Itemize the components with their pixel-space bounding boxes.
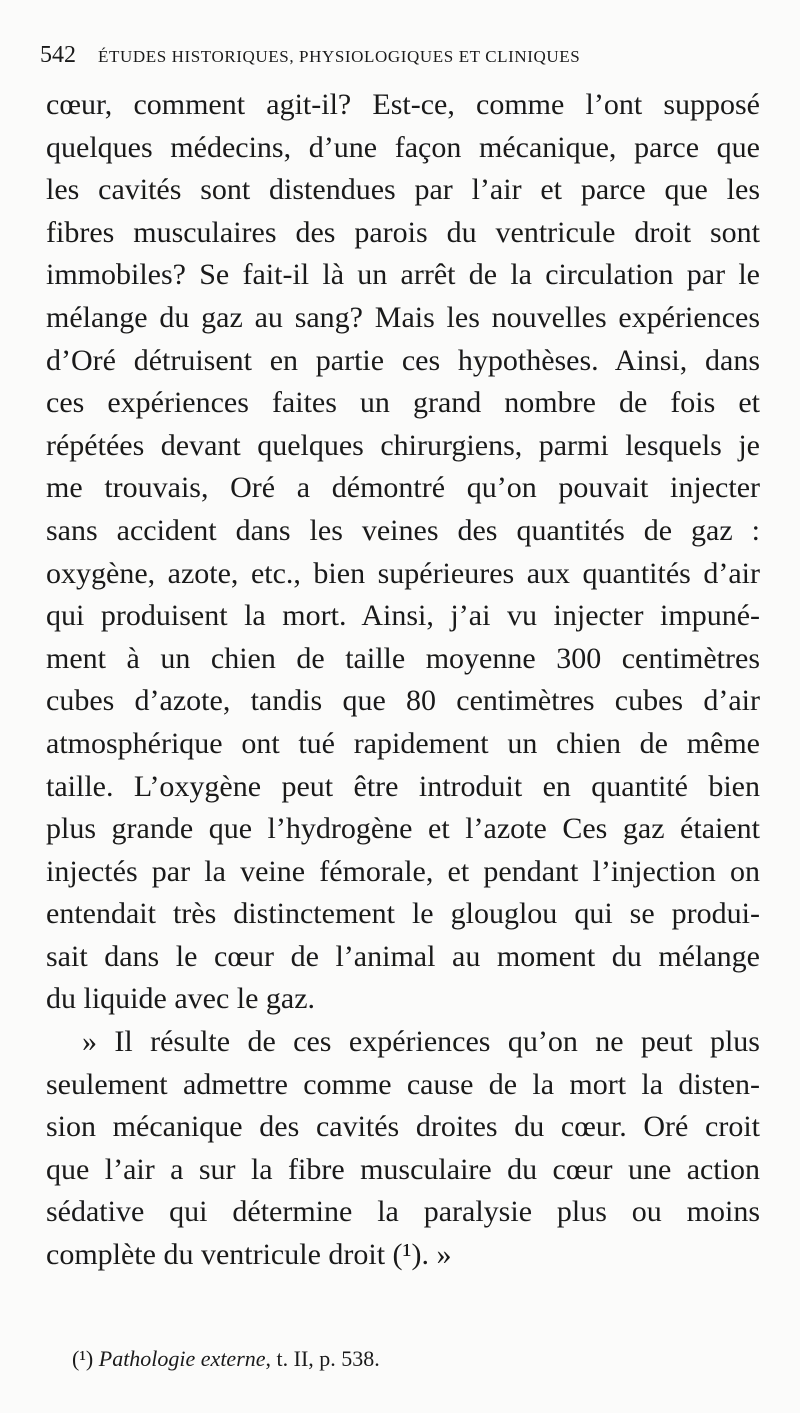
text-line: sédative qui détermine la paralysie plus ou moins [46, 1195, 760, 1229]
page-header [40, 42, 760, 76]
text-line: mélange du gaz au sang? Mais les nouvelles expériences [46, 300, 760, 334]
text-line: cœur, comment agit-il? Est-ce, comme l’ont supposé [46, 88, 760, 121]
text-line: injectés par la veine fémorale, et pendant l’injection on [46, 854, 760, 888]
page-number: 542 [40, 42, 76, 68]
text-line: cubes d’azote, tandis que 80 centimètres cubes d’air [46, 684, 760, 718]
text-line: taille. L’oxygène peut être introduit en quantité bien [46, 769, 760, 803]
text-line: oxygène, azote, etc., bien supérieures aux quantités d’air [46, 556, 760, 590]
text-line: ment à un chien de taille moyenne 300 centimètres [46, 641, 760, 675]
text-line: seulement admettre comme cause de la mort la disten- [46, 1067, 760, 1101]
footnote-title: Pathologie externe [98, 1346, 266, 1371]
text-line: » Il résulte de ces expériences qu’on ne peut plus [82, 1025, 760, 1059]
text-line: plus grande que l’hydrogène et l’azote Ces gaz étaient [46, 812, 760, 846]
text-line: les cavités sont distendues par l’air et parce que les [46, 173, 760, 207]
text-line: que l’air a sur la fibre musculaire du cœur une action [46, 1152, 760, 1186]
text-line: sion mécanique des cavités droites du cœur. Oré croit [46, 1110, 760, 1144]
text-line: quelques médecins, d’une façon mécanique, parce que [46, 130, 760, 164]
text-line: qui produisent la mort. Ainsi, j’ai vu injecter impuné- [46, 599, 760, 633]
text-line: atmosphérique ont tué rapidement un chien de même [46, 726, 760, 760]
text-line: complète du ventricule droit (¹). » [46, 1238, 452, 1272]
footnote-marker: (¹) [72, 1346, 94, 1371]
text-line: sait dans le cœur de l’animal au moment du mélange [46, 939, 760, 973]
running-head: ÉTUDES HISTORIQUES, PHYSIOLOGIQUES ET CLINIQUES [98, 47, 581, 66]
footnote-reference: , t. II, p. 538. [265, 1346, 380, 1371]
text-line: immobiles? Se fait-il là un arrêt de la circulation par le [46, 258, 760, 292]
text-line: fibres musculaires des parois du ventricule droit sont [46, 215, 760, 249]
text-line: du liquide avec le gaz. [46, 982, 316, 1016]
text-line: me trouvais, Oré a démontré qu’on pouvait injecter [46, 471, 760, 505]
footnote [72, 1346, 380, 1372]
text-line: entendait très distinctement le glouglou qui se produi- [46, 897, 760, 931]
body-text [46, 84, 760, 1277]
text-line: ces expériences faites un grand nombre de fois et [46, 386, 760, 420]
text-line: répétées devant quelques chirurgiens, parmi lesquels je [46, 428, 760, 462]
text-line: d’Oré détruisent en partie ces hypothèses. Ainsi, dans [46, 343, 760, 377]
text-line: sans accident dans les veines des quantités de gaz : [46, 513, 760, 547]
